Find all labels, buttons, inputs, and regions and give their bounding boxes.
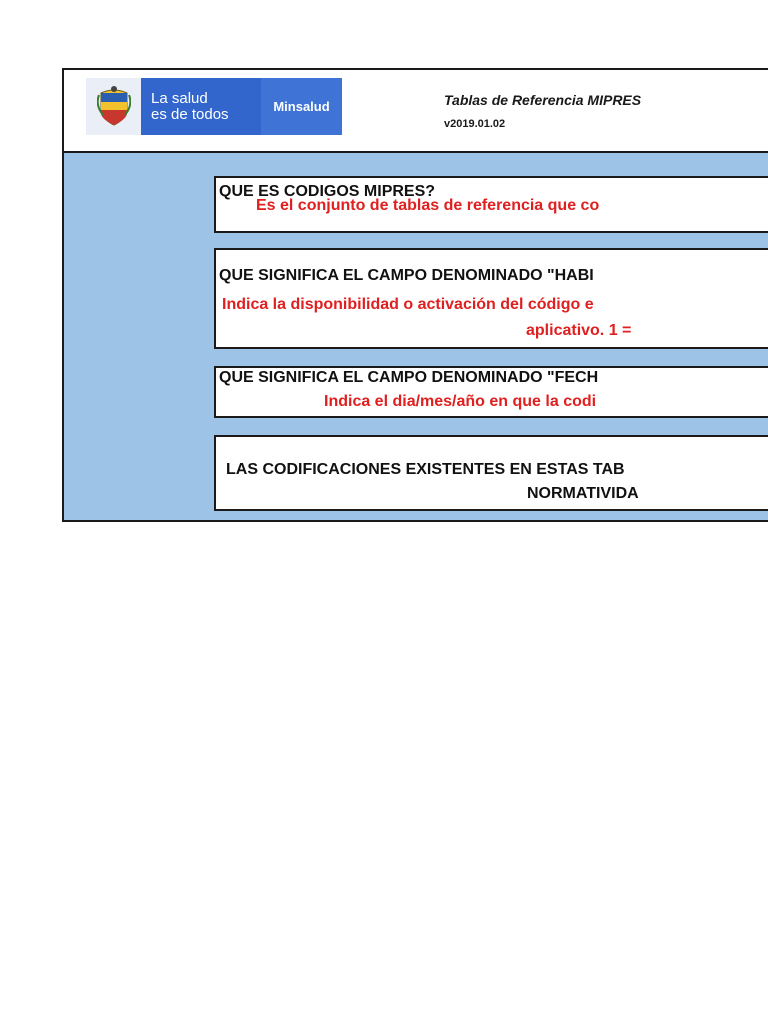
reference-sheet [62, 68, 768, 522]
faq-question: QUE SIGNIFICA EL CAMPO DENOMINADO "FECH [219, 369, 599, 386]
document-title: Tablas de Referencia MIPRES [444, 92, 642, 108]
normatividad-note-line2: NORMATIVIDA [527, 485, 639, 502]
logo-slogan-line1: La salud [151, 89, 208, 107]
faq-answer: Es el conjunto de tablas de referencia que co [256, 197, 600, 214]
faq-box-fecha [214, 366, 768, 418]
normatividad-note-line1: LAS CODIFICACIONES EXISTENTES EN ESTAS TAB [226, 461, 625, 478]
logo-slogan [141, 78, 261, 135]
faq-answer-line1: Indica la disponibilidad o activación del código e [222, 296, 594, 313]
logo-brand: Minsalud [261, 78, 342, 135]
faq-answer-line2: aplicativo. 1 = [526, 322, 632, 339]
sheet-header [64, 70, 768, 153]
colombia-coat-of-arms-icon [86, 78, 141, 135]
faq-box-normatividad [214, 435, 768, 511]
faq-question: QUE ES CODIGOS MIPRES? [219, 183, 436, 200]
logo-slogan-line2: es de todos [151, 105, 229, 123]
faq-box-codigos-mipres [214, 176, 768, 233]
faq-box-habilitado [214, 248, 768, 349]
faq-panel [64, 153, 768, 522]
faq-answer: Indica el dia/mes/año en que la codi [324, 393, 597, 410]
document-version: v2019.01.02 [444, 118, 506, 130]
faq-question: QUE SIGNIFICA EL CAMPO DENOMINADO "HABI [219, 267, 594, 284]
minsalud-logo [86, 78, 342, 135]
